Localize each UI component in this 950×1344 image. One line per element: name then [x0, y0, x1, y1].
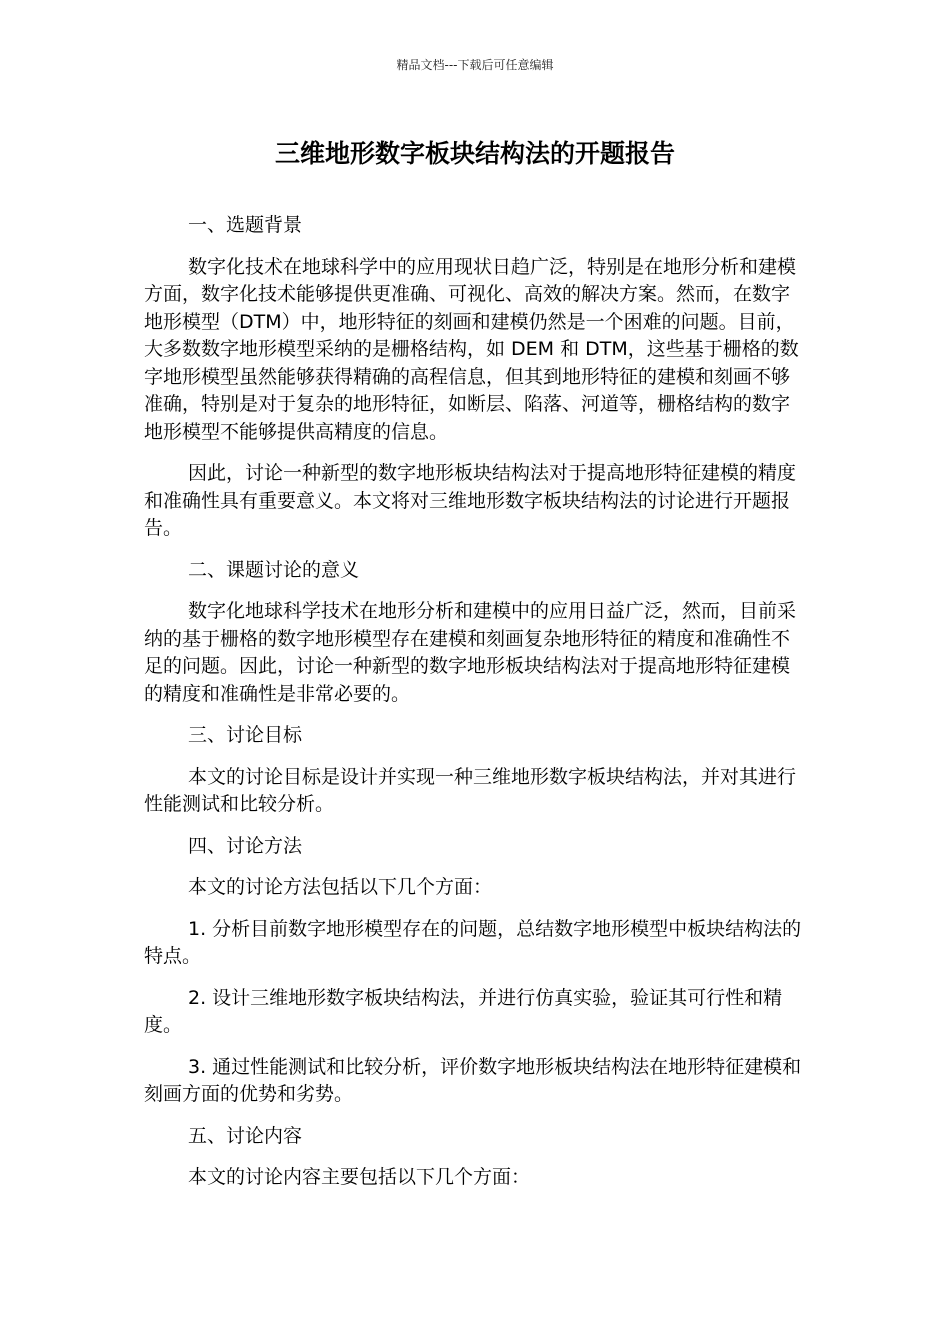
page-header-note: 精品文档---下载后可任意编辑: [396, 58, 554, 72]
section-heading-background: 一、选题背景: [188, 214, 303, 236]
section-heading-methods: 四、讨论方法: [188, 834, 303, 857]
section-heading-objectives: 三、讨论目标: [188, 724, 303, 746]
section-heading-content: 五、讨论内容: [188, 1124, 303, 1147]
paragraph-background-2: 因此，讨论一种新型的数字地形板块结构法对于提高地形特征建模的精度和准确性具有重要意义。本文将对三维地形数字板块结构法的讨论进行开题报告。: [144, 462, 797, 539]
paragraph-significance: 数字化地球科学技术在地形分析和建模中的应用日益广泛，然而，目前采纳的基于栅格的数字地形模型存在建模和刻画复杂地形特征的精度和准确性不足的问题。因此，讨论一种新型的数字地形板块结构法对于提高地形特征建模的精度和准确性是非常必要的。: [144, 600, 797, 705]
paragraph-background-1: 数字化技术在地球科学中的应用现状日趋广泛，特别是在地形分析和建模方面，数字化技术能够提供更准确、可视化、高效的解决方案。然而，在数字地形模型（DTM）中，地形特征的刻画和建模仍然是一个困难的问题。目前，大多数数字地形模型采纳的是栅格结构，如 DEM 和 DTM，这些基于栅格的数字地形模型虽然能够获得精确的高程信息，但其到地形特征的建模和刻画不够准确，特别是对于复杂的地形特征，如断层、陷落、河道等，栅格结构的数字地形模型不能够提供高精度的信息。: [144, 255, 799, 443]
document-body: [144, 212, 804, 1192]
list-item-method-3: 3. 通过性能测试和比较分析，评价数字地形板块结构法在地形特征建模和刻画方面的优势和劣势。: [144, 1055, 802, 1105]
document-title: 三维地形数字板块结构法的开题报告: [274, 139, 675, 168]
list-item-method-2: 2. 设计三维地形数字板块结构法，并进行仿真实验，验证其可行性和精度。: [144, 986, 783, 1036]
paragraph-objectives: 本文的讨论目标是设计并实现一种三维地形数字板块结构法，并对其进行性能测试和比较分析。: [144, 765, 797, 815]
paragraph-methods-intro: 本文的讨论方法包括以下几个方面：: [188, 876, 493, 898]
section-heading-significance: 二、课题讨论的意义: [188, 558, 360, 581]
paragraph-content-intro: 本文的讨论内容主要包括以下几个方面：: [188, 1166, 531, 1188]
list-item-method-1: 1. 分析目前数字地形模型存在的问题，总结数字地形模型中板块结构法的特点。: [144, 917, 802, 967]
